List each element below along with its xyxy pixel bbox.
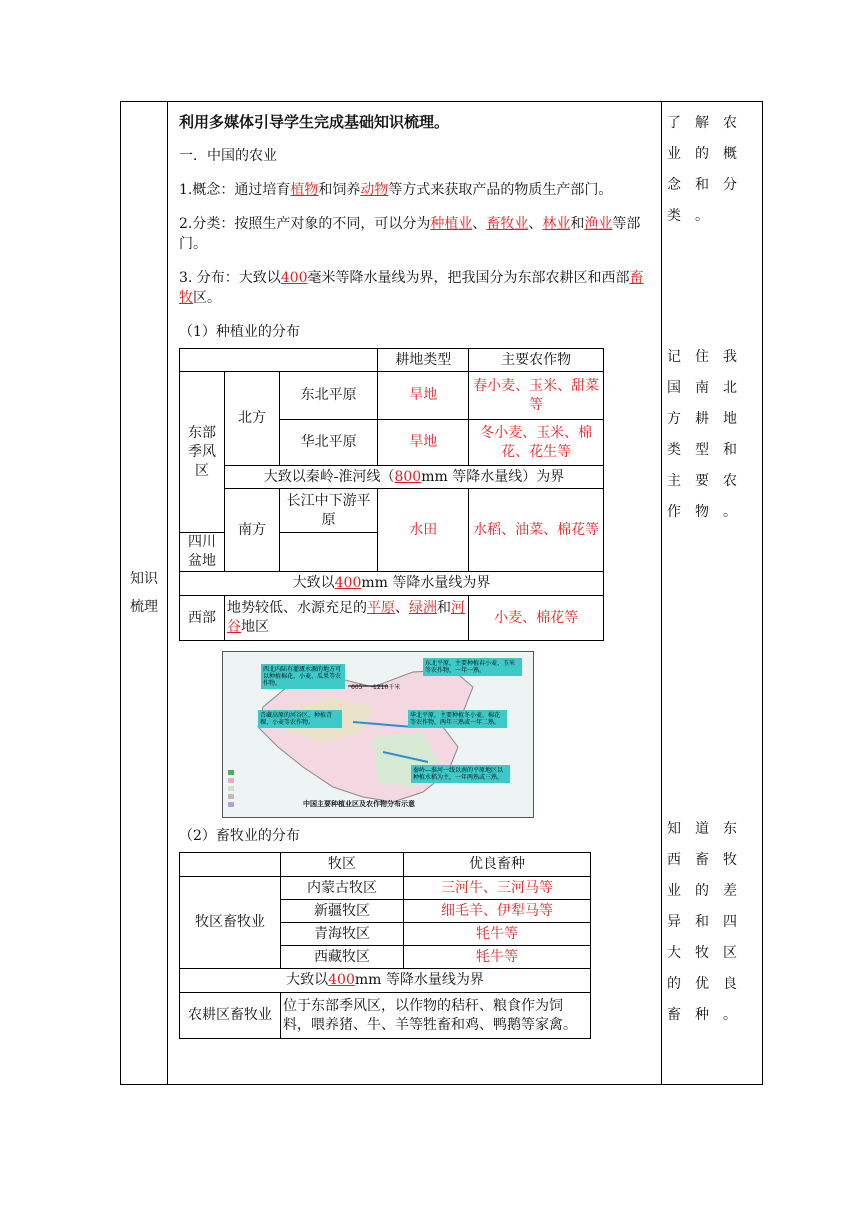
- breed-inner-mongolia: 三河牛、三河马等: [404, 877, 591, 900]
- pastoral-livestock: 牧区畜牧业: [180, 877, 281, 969]
- map-scale-mid: 605: [351, 684, 363, 691]
- content-title: 利用多媒体引导学生完成基础知识梳理。: [179, 113, 450, 131]
- lesson-table: [120, 101, 763, 1085]
- livestock-400mm-line: 大致以400mm 等降水量线为界: [180, 969, 591, 993]
- farming-livestock: 农耕区畜牧业: [180, 993, 281, 1039]
- goal-note-3: 知道东西畜牧业的差异和四大牧区的优良畜种。: [667, 821, 751, 1023]
- header-land-type: 耕地类型: [378, 349, 469, 372]
- breed-tibet: 牦牛等: [404, 946, 591, 969]
- distribution-line: 3. 分布：大致以400毫米等降水量线为界，把我国分为东部农耕区和西部畜牧区。: [179, 270, 644, 306]
- qinling-huaihe-line: 大致以秦岭-淮河线（800mm 等降水量线）为界: [225, 466, 604, 489]
- area-qinghai: 青海牧区: [281, 923, 404, 946]
- column-divider: [661, 102, 662, 1084]
- stage-label-cell: [121, 102, 167, 1084]
- east-monsoon-region: 东部季风区: [180, 372, 225, 533]
- west-label: 西部: [180, 596, 225, 641]
- map-caption: 中国主要种植业区及农作物分布示意: [303, 800, 415, 808]
- header-area: 牧区: [281, 853, 404, 877]
- map-note-northeast: 东北平原，主要种植春小麦、玉米等农作物，一年一熟。: [423, 658, 522, 676]
- map-scale-end: 1210千米: [373, 684, 401, 691]
- area-tibet: 西藏牧区: [281, 946, 404, 969]
- map-note-northwest: 西北内陆有灌溉水源的地方可以种植棉花、小麦、瓜果等农作物。: [261, 664, 345, 689]
- west-crops: 小麦、棉花等: [469, 596, 604, 641]
- map-note-south: 秦岭—淮河一线以南的平原地区以种植水稻为主，一年两熟或三熟。: [411, 765, 510, 783]
- north-china-crops: 冬小麦、玉米、棉花、花生等: [469, 420, 604, 466]
- concept-line: 1.概念：通过培育植物和饲养动物等方式来获取产品的物质生产部门。: [179, 182, 613, 198]
- breed-qinghai: 牦牛等: [404, 923, 591, 946]
- south-crops: 水稻、油菜、棉花等: [469, 489, 604, 572]
- header-main-crops: 主要农作物: [469, 349, 604, 372]
- yangtze-plain: 长江中下游平原: [280, 489, 378, 533]
- teaching-content: [179, 112, 657, 1039]
- category-line: 2.分类：按照生产对象的不同，可以分为种植业、畜牧业、林业和渔业等部门。: [179, 216, 641, 252]
- northeast-land: 旱地: [378, 372, 469, 420]
- header-breed: 优良畜种: [404, 853, 591, 877]
- area-xinjiang: 新疆牧区: [281, 900, 404, 923]
- north-label: 北方: [225, 372, 280, 466]
- 400mm-line: 大致以400mm 等降水量线为界: [180, 572, 604, 596]
- farming-livestock-desc: 位于东部季风区，以作物的秸秆、粮食作为饲料，喂养猪、牛、羊等牲畜和鸡、鸭鹅等家禽。: [281, 993, 591, 1039]
- northeast-crops: 春小麦、玉米、甜菜等: [469, 372, 604, 420]
- south-label: 南方: [225, 489, 280, 572]
- subheading-livestock: （2）畜牧业的分布: [179, 828, 300, 844]
- crop-distribution-map: [222, 651, 534, 818]
- breed-xinjiang: 细毛羊、伊犁马等: [404, 900, 591, 923]
- map-note-north-china: 华北平原，主要种植冬小麦、棉花等农作物，两年三熟或一年二熟。: [408, 710, 507, 728]
- section-heading: 一．中国的农业: [179, 148, 277, 164]
- area-inner-mongolia: 内蒙古牧区: [281, 877, 404, 900]
- stage-label: 知识梳理: [130, 571, 158, 615]
- sichuan-basin: 四川盆地: [180, 533, 225, 572]
- livestock-table: [179, 852, 591, 1039]
- north-china-land: 旱地: [378, 420, 469, 466]
- subheading-crops: （1）种植业的分布: [179, 324, 300, 340]
- map-note-tibet: 青藏高原的河谷区，种植青稞、小麦等农作物。: [258, 710, 342, 728]
- crop-distribution-table: [179, 348, 604, 641]
- south-land: 水田: [378, 489, 469, 572]
- goal-note-2: 记住我国南北方耕地类型和主要农作物。: [667, 349, 751, 520]
- northeast-plain: 东北平原: [280, 372, 378, 420]
- west-area: 地势较低、水源充足的平原、绿洲和河谷地区: [225, 596, 469, 641]
- goal-note-1: 了解农业的概念和分类。: [667, 115, 751, 224]
- column-divider: [167, 102, 168, 1084]
- north-china-plain: 华北平原: [280, 420, 378, 466]
